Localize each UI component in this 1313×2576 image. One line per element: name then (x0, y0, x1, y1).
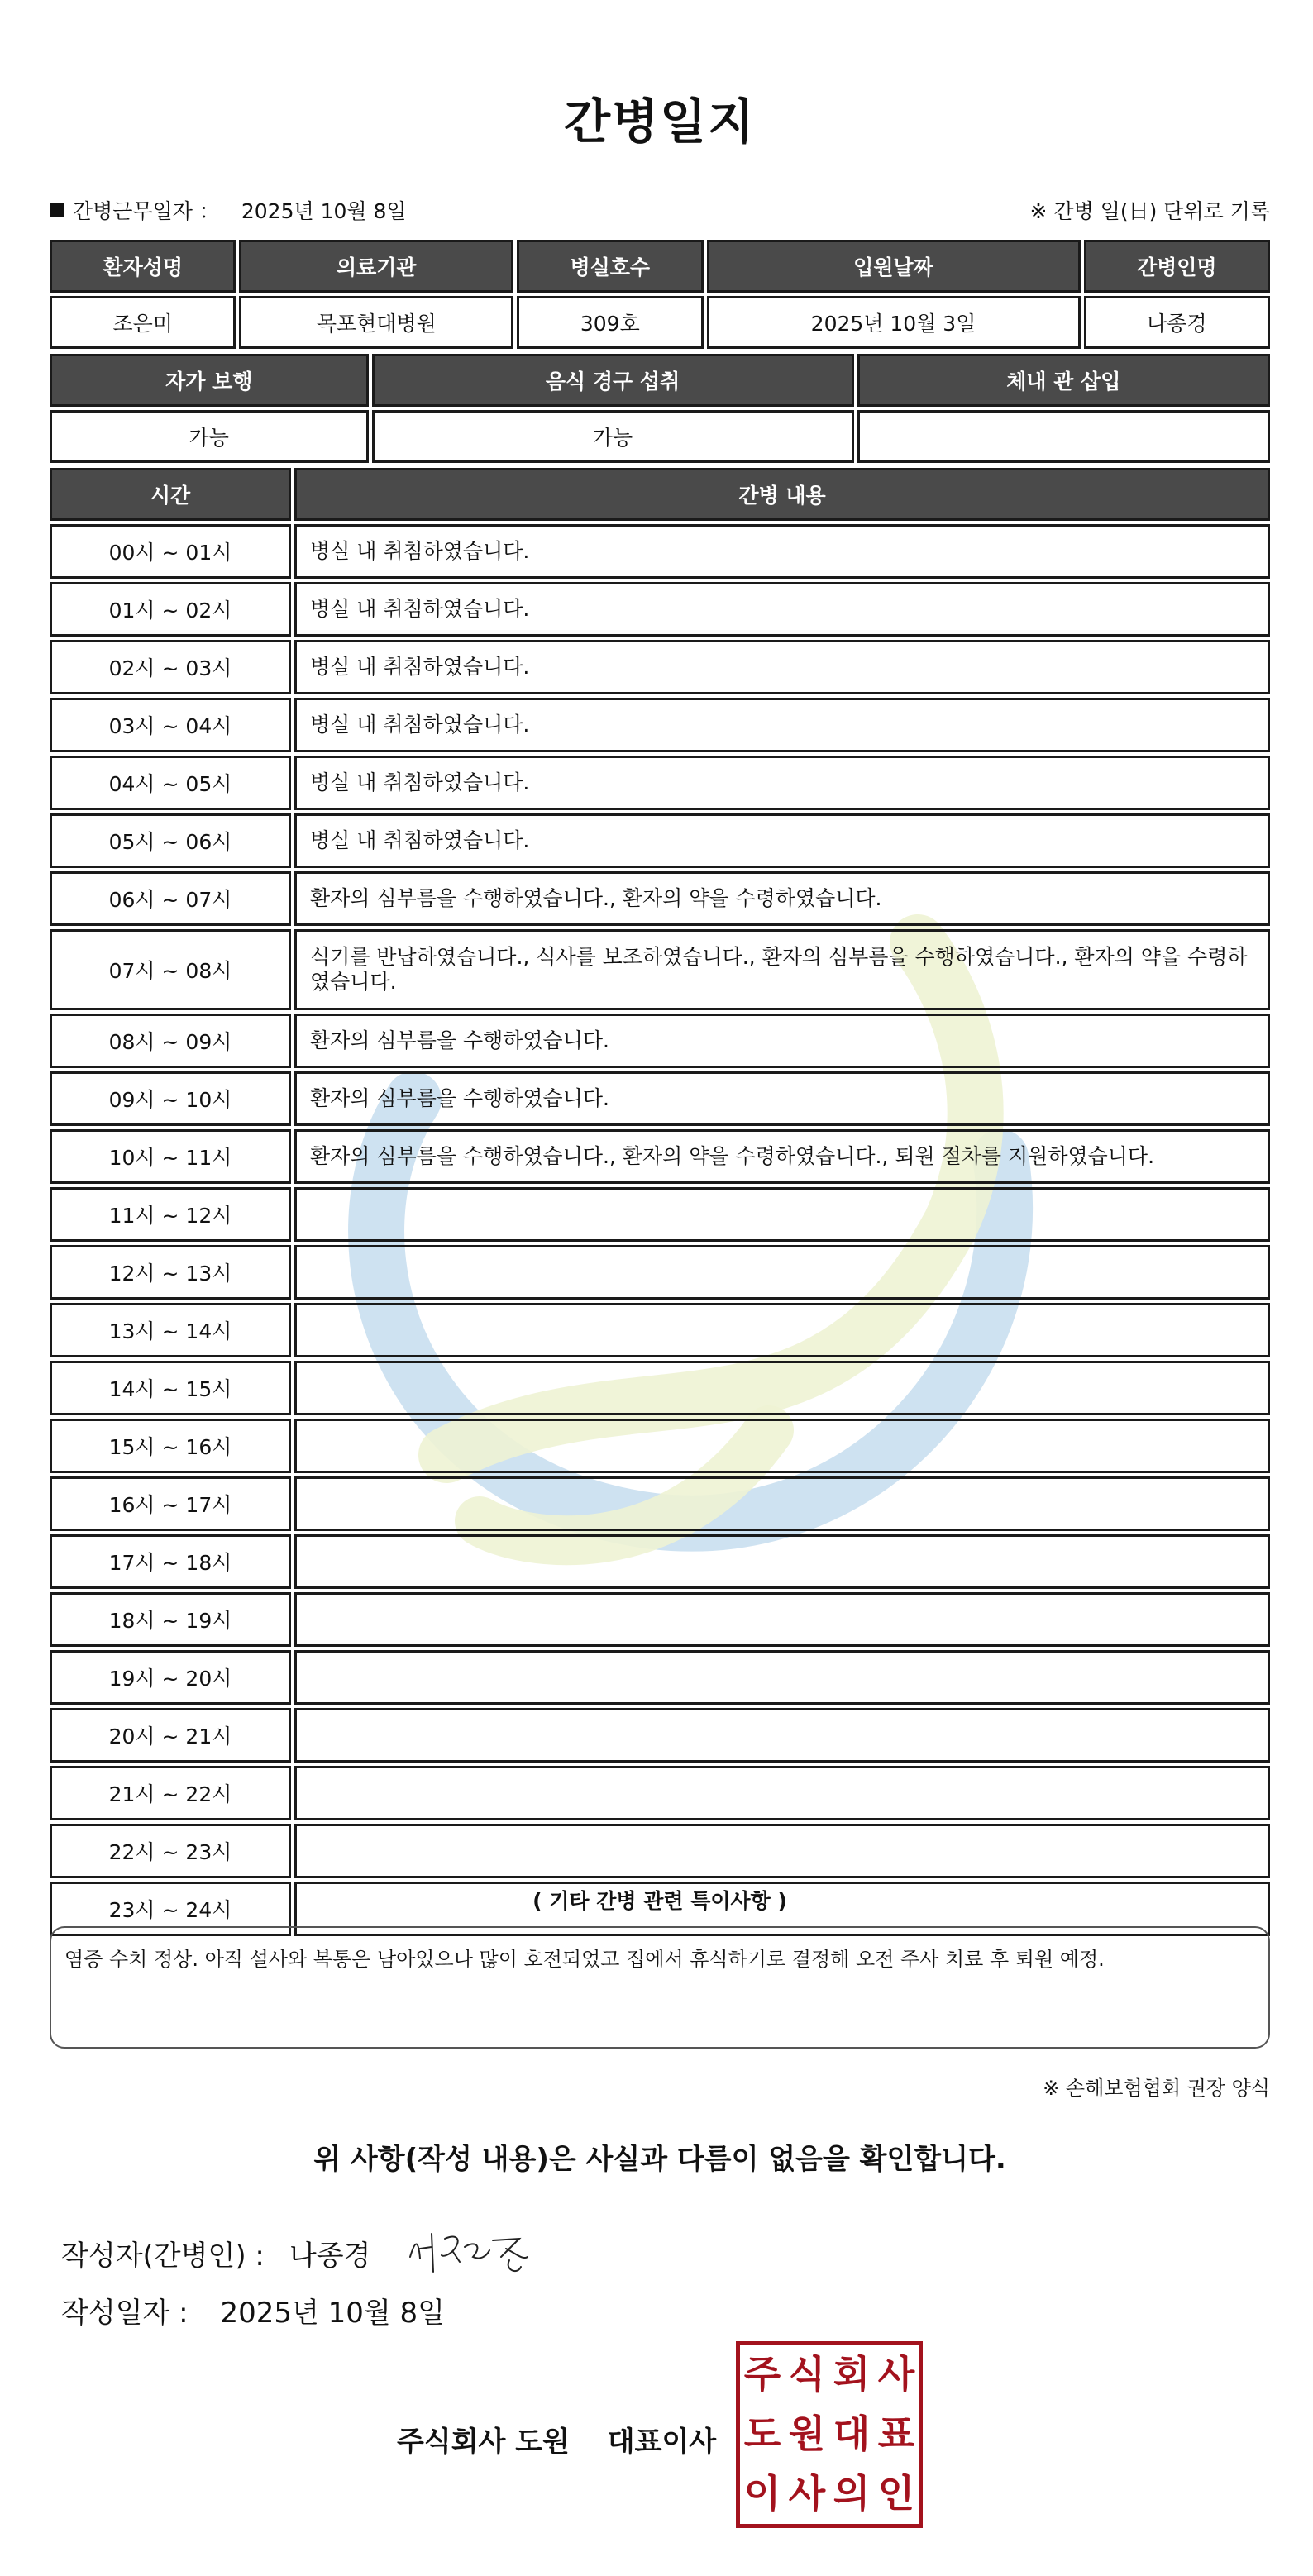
care-log-content (294, 1650, 1270, 1705)
care-log-content (294, 1592, 1270, 1647)
company-line (397, 2419, 716, 2459)
care-log-time: 06시 ~ 07시 (50, 871, 291, 926)
patient-info-header-row (50, 240, 1270, 293)
care-log-content: 병실 내 취침하였습니다. (294, 524, 1270, 579)
care-log-content (294, 1824, 1270, 1878)
care-log-row (50, 1129, 1270, 1184)
writer-label: 작성자(간병인) : (61, 2239, 265, 2273)
room-number: 309호 (517, 296, 703, 349)
care-log-row (50, 1245, 1270, 1300)
care-log-row (50, 1419, 1270, 1473)
care-log-time: 23시 ~ 24시 (50, 1882, 291, 1936)
header-room-number: 병실호수 (517, 240, 703, 293)
care-log-content: 환자의 심부름을 수행하였습니다. (294, 1014, 1270, 1068)
care-log-time: 08시 ~ 09시 (50, 1014, 291, 1068)
care-diary-page (50, 0, 1270, 2576)
patient-name: 조은미 (50, 296, 236, 349)
patient-info-value-row (50, 296, 1270, 349)
care-log-row (50, 813, 1270, 868)
care-log-content (294, 1245, 1270, 1300)
care-log-row (50, 1708, 1270, 1763)
care-log-time: 21시 ~ 22시 (50, 1766, 291, 1820)
written-date-value: 2025년 10월 8일 (220, 2297, 446, 2330)
header-patient-name: 환자성명 (50, 240, 236, 293)
care-log-content (294, 1419, 1270, 1473)
care-log-row (50, 1824, 1270, 1878)
care-log-time: 15시 ~ 16시 (50, 1419, 291, 1473)
care-log-time: 02시 ~ 03시 (50, 640, 291, 694)
work-date-label: 간병근무일자 ： (73, 199, 220, 223)
care-log-content (294, 1476, 1270, 1531)
care-log-time: 18시 ~ 19시 (50, 1592, 291, 1647)
patient-info-table (46, 236, 1273, 352)
care-log-rows (50, 524, 1270, 1936)
care-log-content: 병실 내 취침하였습니다. (294, 756, 1270, 810)
care-log-content (294, 1534, 1270, 1589)
meta-row (50, 195, 1270, 228)
care-log-row (50, 582, 1270, 637)
care-log-row (50, 1650, 1270, 1705)
care-log-row (50, 1303, 1270, 1357)
written-date-line (61, 2290, 445, 2330)
care-log-time: 04시 ~ 05시 (50, 756, 291, 810)
page-title: 간병일지 (563, 93, 757, 150)
writer-name: 나종경 (289, 2239, 371, 2273)
caregiver-name: 나종경 (1084, 296, 1271, 349)
care-log-content: 병실 내 취침하였습니다. (294, 640, 1270, 694)
patient-ability-table (46, 351, 1273, 466)
header-hospital: 의료기관 (239, 240, 513, 293)
care-log-time: 03시 ~ 04시 (50, 698, 291, 752)
care-log-time: 20시 ~ 21시 (50, 1708, 291, 1763)
care-log-content: 환자의 심부름을 수행하였습니다., 환자의 약을 수령하였습니다., 퇴원 절차를 지원하였습니다. (294, 1129, 1270, 1184)
care-log-time: 14시 ~ 15시 (50, 1361, 291, 1415)
daily-record-note: ※ 간병 일(日) 단위로 기록 (1029, 199, 1270, 223)
care-log-header-row (50, 468, 1270, 521)
care-log-content (294, 1303, 1270, 1357)
care-log-content (294, 1361, 1270, 1415)
care-log-time: 16시 ~ 17시 (50, 1476, 291, 1531)
care-log-row (50, 1014, 1270, 1068)
company-name: 주식회사 도원 (397, 2426, 570, 2459)
recommended-form-note: ※ 손해보험협회 권장 양식 (1043, 2077, 1270, 2100)
care-log-row (50, 871, 1270, 926)
care-log-content (294, 1766, 1270, 1820)
care-log-time: 00시 ~ 01시 (50, 524, 291, 579)
care-log-time: 05시 ~ 06시 (50, 813, 291, 868)
care-log-content (294, 1187, 1270, 1242)
care-log-row (50, 1187, 1270, 1242)
care-log-row (50, 1071, 1270, 1126)
care-log-row (50, 640, 1270, 694)
square-bullet-icon (50, 203, 64, 217)
care-log-time: 12시 ~ 13시 (50, 1245, 291, 1300)
writer-line (61, 2224, 536, 2282)
care-log-row (50, 756, 1270, 810)
care-log-content: 병실 내 취침하였습니다. (294, 698, 1270, 752)
representative-title: 대표이사 (607, 2426, 717, 2459)
care-log-time: 11시 ~ 12시 (50, 1187, 291, 1242)
care-log-time: 01시 ~ 02시 (50, 582, 291, 637)
work-date-value: 2025년 10월 8일 (241, 199, 407, 223)
header-tube-insertion: 체내 관 삽입 (857, 354, 1270, 407)
care-log-time: 10시 ~ 11시 (50, 1129, 291, 1184)
header-time: 시간 (50, 468, 291, 521)
care-log-content: 병실 내 취침하였습니다. (294, 813, 1270, 868)
ability-value-row (50, 410, 1270, 463)
care-log-row (50, 1476, 1270, 1531)
header-caregiver-name: 간병인명 (1084, 240, 1271, 293)
work-date-line (50, 195, 407, 225)
care-log-row (50, 929, 1270, 1010)
care-log-row (50, 1592, 1270, 1647)
care-log-row (50, 1361, 1270, 1415)
care-log-table (46, 465, 1273, 1939)
admission-date: 2025년 10월 3일 (707, 296, 1081, 349)
care-log-time: 09시 ~ 10시 (50, 1071, 291, 1126)
handwritten-signature (403, 2224, 536, 2282)
header-self-walking: 자가 보행 (50, 354, 369, 407)
special-notes-title: ( 기타 간병 관련 특이사항 ) (532, 1889, 787, 1913)
care-log-content: 환자의 심부름을 수행하였습니다. (294, 1071, 1270, 1126)
tube-insertion-value (857, 410, 1270, 463)
header-care-content: 간병 내용 (294, 468, 1270, 521)
special-notes-box: 염증 수치 정상. 아직 설사와 복통은 남아있으나 많이 호전되었고 집에서 휴식하기로 결정해 오전 주사 치료 후 퇴원 예정. (50, 1926, 1270, 2049)
hospital-name: 목포현대병원 (239, 296, 513, 349)
care-log-time: 13시 ~ 14시 (50, 1303, 291, 1357)
oral-intake-value: 가능 (372, 410, 854, 463)
written-date-label: 작성일자 : (61, 2297, 189, 2330)
care-log-row (50, 524, 1270, 579)
care-log-row (50, 1766, 1270, 1820)
header-admission-date: 입원날짜 (707, 240, 1081, 293)
care-log-row (50, 698, 1270, 752)
care-log-content: 식기를 반납하였습니다., 식사를 보조하였습니다., 환자의 심부름을 수행하였습니다., 환자의 약을 수령하였습니다. (294, 929, 1270, 1010)
care-log-content: 환자의 심부름을 수행하였습니다., 환자의 약을 수령하였습니다. (294, 871, 1270, 926)
ability-header-row (50, 354, 1270, 407)
care-log-time: 19시 ~ 20시 (50, 1650, 291, 1705)
company-seal-stamp: 주 식 회 사 도 원 대 표 이 사 의 인 (736, 2341, 923, 2528)
confirmation-statement: 위 사항(작성 내용)은 사실과 다름이 없음을 확인합니다. (313, 2143, 1006, 2176)
care-log-time: 22시 ~ 23시 (50, 1824, 291, 1878)
header-oral-intake: 음식 경구 섭취 (372, 354, 854, 407)
self-walking-value: 가능 (50, 410, 369, 463)
care-log-time: 17시 ~ 18시 (50, 1534, 291, 1589)
care-log-content (294, 1708, 1270, 1763)
care-log-row (50, 1534, 1270, 1589)
care-log-time: 07시 ~ 08시 (50, 929, 291, 1010)
care-log-content: 병실 내 취침하였습니다. (294, 582, 1270, 637)
